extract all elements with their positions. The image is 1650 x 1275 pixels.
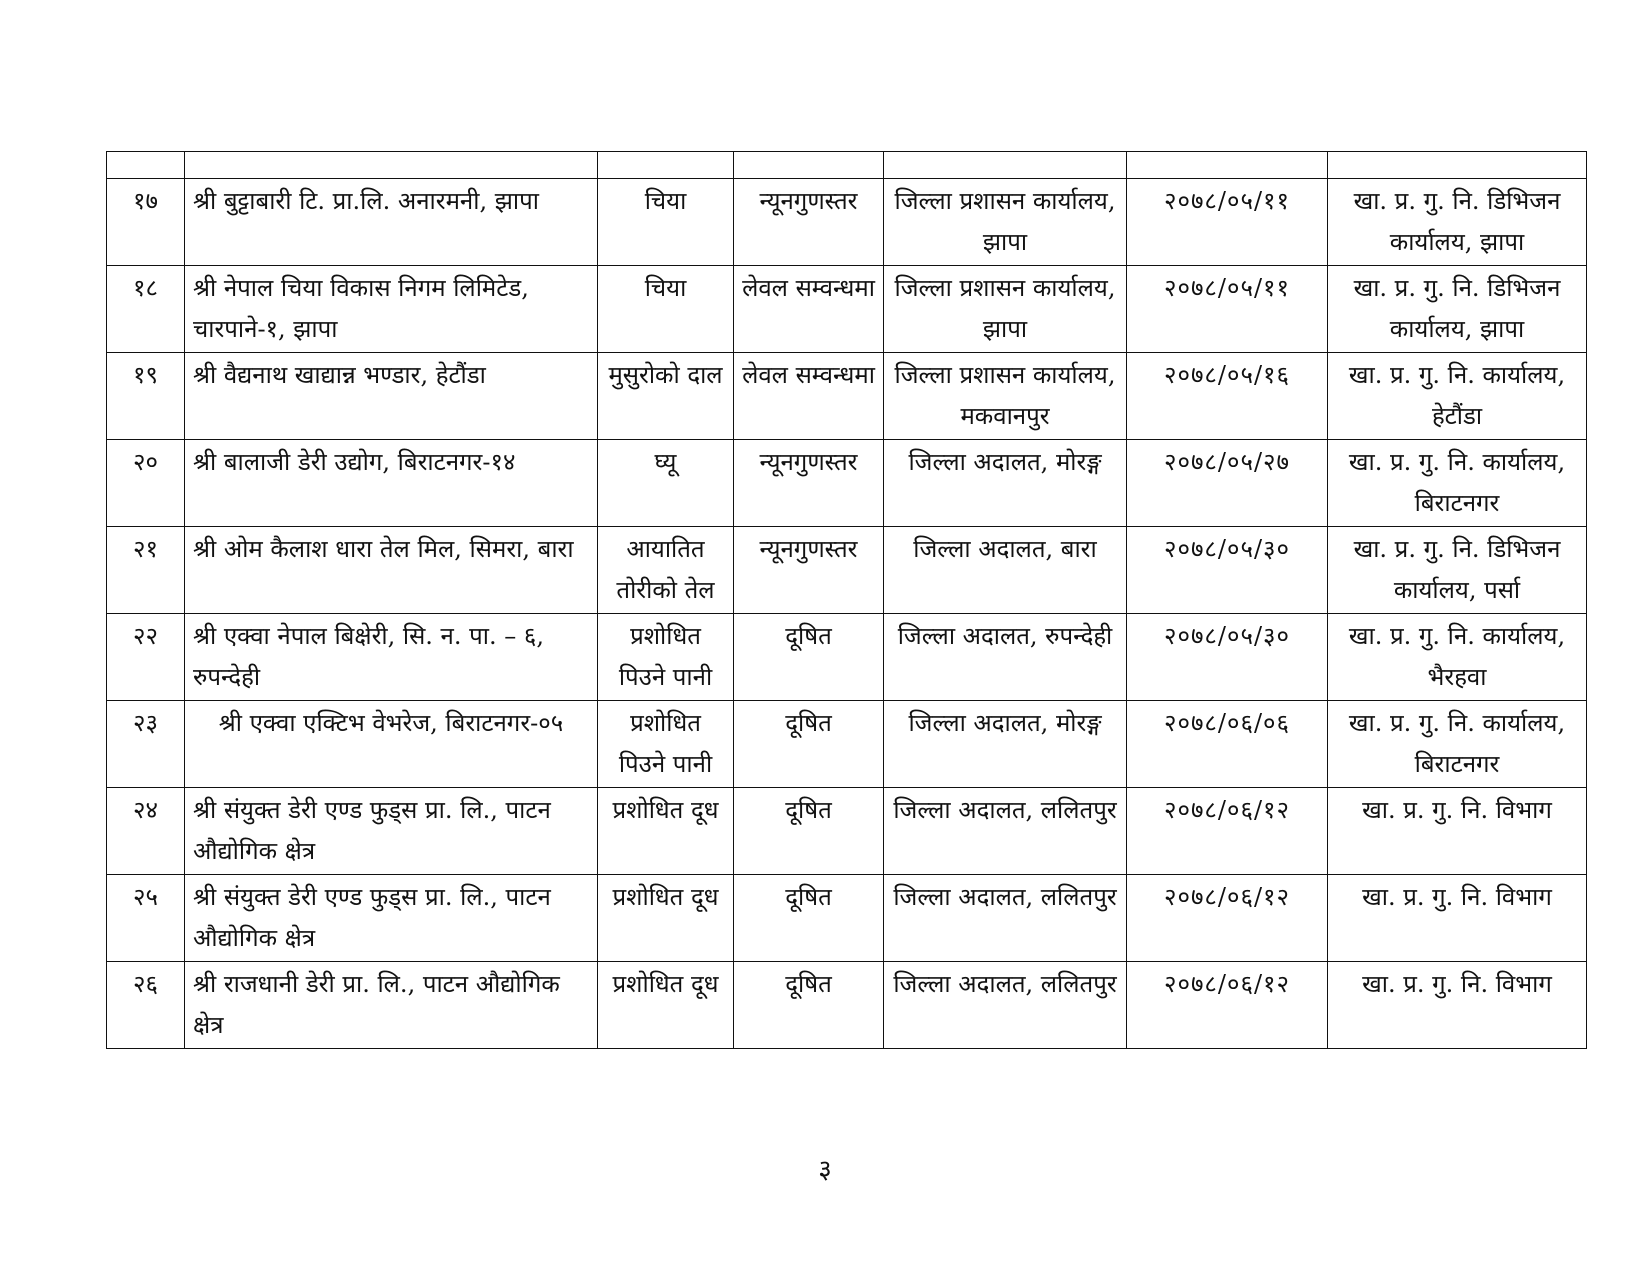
table-row	[107, 266, 1587, 353]
court-office: जिल्ला अदालत, ललितपुर	[884, 962, 1127, 1049]
filing-date: २०७८/०६/१२	[1127, 875, 1328, 962]
court-office: जिल्ला प्रशासन कार्यालय, मकवानपुर	[884, 353, 1127, 440]
filing-office: खा. प्र. गु. नि. विभाग	[1328, 875, 1587, 962]
filing-office: खा. प्र. गु. नि. डिभिजन कार्यालय, झापा	[1328, 179, 1587, 266]
serial-number: २०	[107, 440, 185, 527]
filing-date: २०७८/०५/११	[1127, 266, 1328, 353]
court-office: जिल्ला अदालत, मोरङ्ग	[884, 440, 1127, 527]
filing-date: २०७८/०५/३०	[1127, 527, 1328, 614]
header-cell	[185, 152, 598, 179]
court-office: जिल्ला प्रशासन कार्यालय, झापा	[884, 179, 1127, 266]
header-cell	[734, 152, 884, 179]
table-row	[107, 875, 1587, 962]
product: चिया	[598, 179, 734, 266]
firm-name: श्री ओम कैलाश धारा तेल मिल, सिमरा, बारा	[185, 527, 598, 614]
header-cell	[1328, 152, 1587, 179]
filing-date: २०७८/०५/११	[1127, 179, 1328, 266]
product: प्रशोधित दूध	[598, 788, 734, 875]
serial-number: १९	[107, 353, 185, 440]
court-office: जिल्ला अदालत, रुपन्देही	[884, 614, 1127, 701]
filing-office: खा. प्र. गु. नि. विभाग	[1328, 788, 1587, 875]
court-office: जिल्ला अदालत, ललितपुर	[884, 875, 1127, 962]
filing-office: खा. प्र. गु. नि. कार्यालय, हेटौंडा	[1328, 353, 1587, 440]
case-type: दूषित	[734, 875, 884, 962]
table-row	[107, 788, 1587, 875]
page-number: ३	[818, 1155, 832, 1185]
table-row	[107, 527, 1587, 614]
case-type: दूषित	[734, 788, 884, 875]
filing-date: २०७८/०६/१२	[1127, 788, 1328, 875]
firm-name: श्री संयुक्त डेरी एण्ड फुड्स प्रा. लि., पाटन औद्योगिक क्षेत्र	[185, 788, 598, 875]
filing-office: खा. प्र. गु. नि. डिभिजन कार्यालय, पर्सा	[1328, 527, 1587, 614]
filing-date: २०७८/०५/३०	[1127, 614, 1328, 701]
table-row	[107, 353, 1587, 440]
filing-date: २०७८/०५/१६	[1127, 353, 1328, 440]
serial-number: २२	[107, 614, 185, 701]
table-row	[107, 962, 1587, 1049]
header-cell	[598, 152, 734, 179]
table-row	[107, 440, 1587, 527]
case-type: न्यूनगुणस्तर	[734, 527, 884, 614]
case-type: दूषित	[734, 962, 884, 1049]
firm-name: श्री बालाजी डेरी उद्योग, बिराटनगर-१४	[185, 440, 598, 527]
filing-date: २०७८/०५/२७	[1127, 440, 1328, 527]
filing-office: खा. प्र. गु. नि. कार्यालय, भैरहवा	[1328, 614, 1587, 701]
serial-number: २१	[107, 527, 185, 614]
product: प्रशोधित दूध	[598, 875, 734, 962]
product: प्रशोधित दूध	[598, 962, 734, 1049]
product: चिया	[598, 266, 734, 353]
product: घ्यू	[598, 440, 734, 527]
case-type: दूषित	[734, 701, 884, 788]
filing-office: खा. प्र. गु. नि. कार्यालय, बिराटनगर	[1328, 440, 1587, 527]
firm-name: श्री वैद्यनाथ खाद्यान्न भण्डार, हेटौंडा	[185, 353, 598, 440]
serial-number: २३	[107, 701, 185, 788]
firm-name: श्री एक्वा नेपाल बिक्षेरी, सि. न. पा. – ६, रुपन्देही	[185, 614, 598, 701]
filing-date: २०७८/०६/०६	[1127, 701, 1328, 788]
serial-number: २६	[107, 962, 185, 1049]
table-row	[107, 701, 1587, 788]
case-type: लेवल सम्वन्धमा	[734, 353, 884, 440]
case-type: लेवल सम्वन्धमा	[734, 266, 884, 353]
firm-name: श्री राजधानी डेरी प्रा. लि., पाटन औद्योगिक क्षेत्र	[185, 962, 598, 1049]
court-office: जिल्ला प्रशासन कार्यालय, झापा	[884, 266, 1127, 353]
header-cell	[107, 152, 185, 179]
table-row	[107, 614, 1587, 701]
serial-number: २४	[107, 788, 185, 875]
court-office: जिल्ला अदालत, मोरङ्ग	[884, 701, 1127, 788]
product: मुसुरोको दाल	[598, 353, 734, 440]
serial-number: १८	[107, 266, 185, 353]
header-cell	[884, 152, 1127, 179]
serial-number: २५	[107, 875, 185, 962]
product: प्रशोधित पिउने पानी	[598, 614, 734, 701]
filing-office: खा. प्र. गु. नि. डिभिजन कार्यालय, झापा	[1328, 266, 1587, 353]
firm-name: श्री संयुक्त डेरी एण्ड फुड्स प्रा. लि., पाटन औद्योगिक क्षेत्र	[185, 875, 598, 962]
empty-header-row	[107, 152, 1587, 179]
filing-date: २०७८/०६/१२	[1127, 962, 1328, 1049]
serial-number: १७	[107, 179, 185, 266]
court-office: जिल्ला अदालत, बारा	[884, 527, 1127, 614]
case-type: न्यूनगुणस्तर	[734, 440, 884, 527]
filing-office: खा. प्र. गु. नि. विभाग	[1328, 962, 1587, 1049]
firm-name: श्री एक्वा एक्टिभ वेभरेज, बिराटनगर-०५	[185, 701, 598, 788]
case-type: न्यूनगुणस्तर	[734, 179, 884, 266]
case-type: दूषित	[734, 614, 884, 701]
firm-name: श्री नेपाल चिया विकास निगम लिमिटेड, चारपाने-१, झापा	[185, 266, 598, 353]
firm-name: श्री बुट्टाबारी टि. प्रा.लि. अनारमनी, झापा	[185, 179, 598, 266]
product: प्रशोधित पिउने पानी	[598, 701, 734, 788]
header-cell	[1127, 152, 1328, 179]
product: आयातित तोरीको तेल	[598, 527, 734, 614]
table-row	[107, 179, 1587, 266]
case-table	[106, 151, 1587, 1049]
court-office: जिल्ला अदालत, ललितपुर	[884, 788, 1127, 875]
filing-office: खा. प्र. गु. नि. कार्यालय, बिराटनगर	[1328, 701, 1587, 788]
